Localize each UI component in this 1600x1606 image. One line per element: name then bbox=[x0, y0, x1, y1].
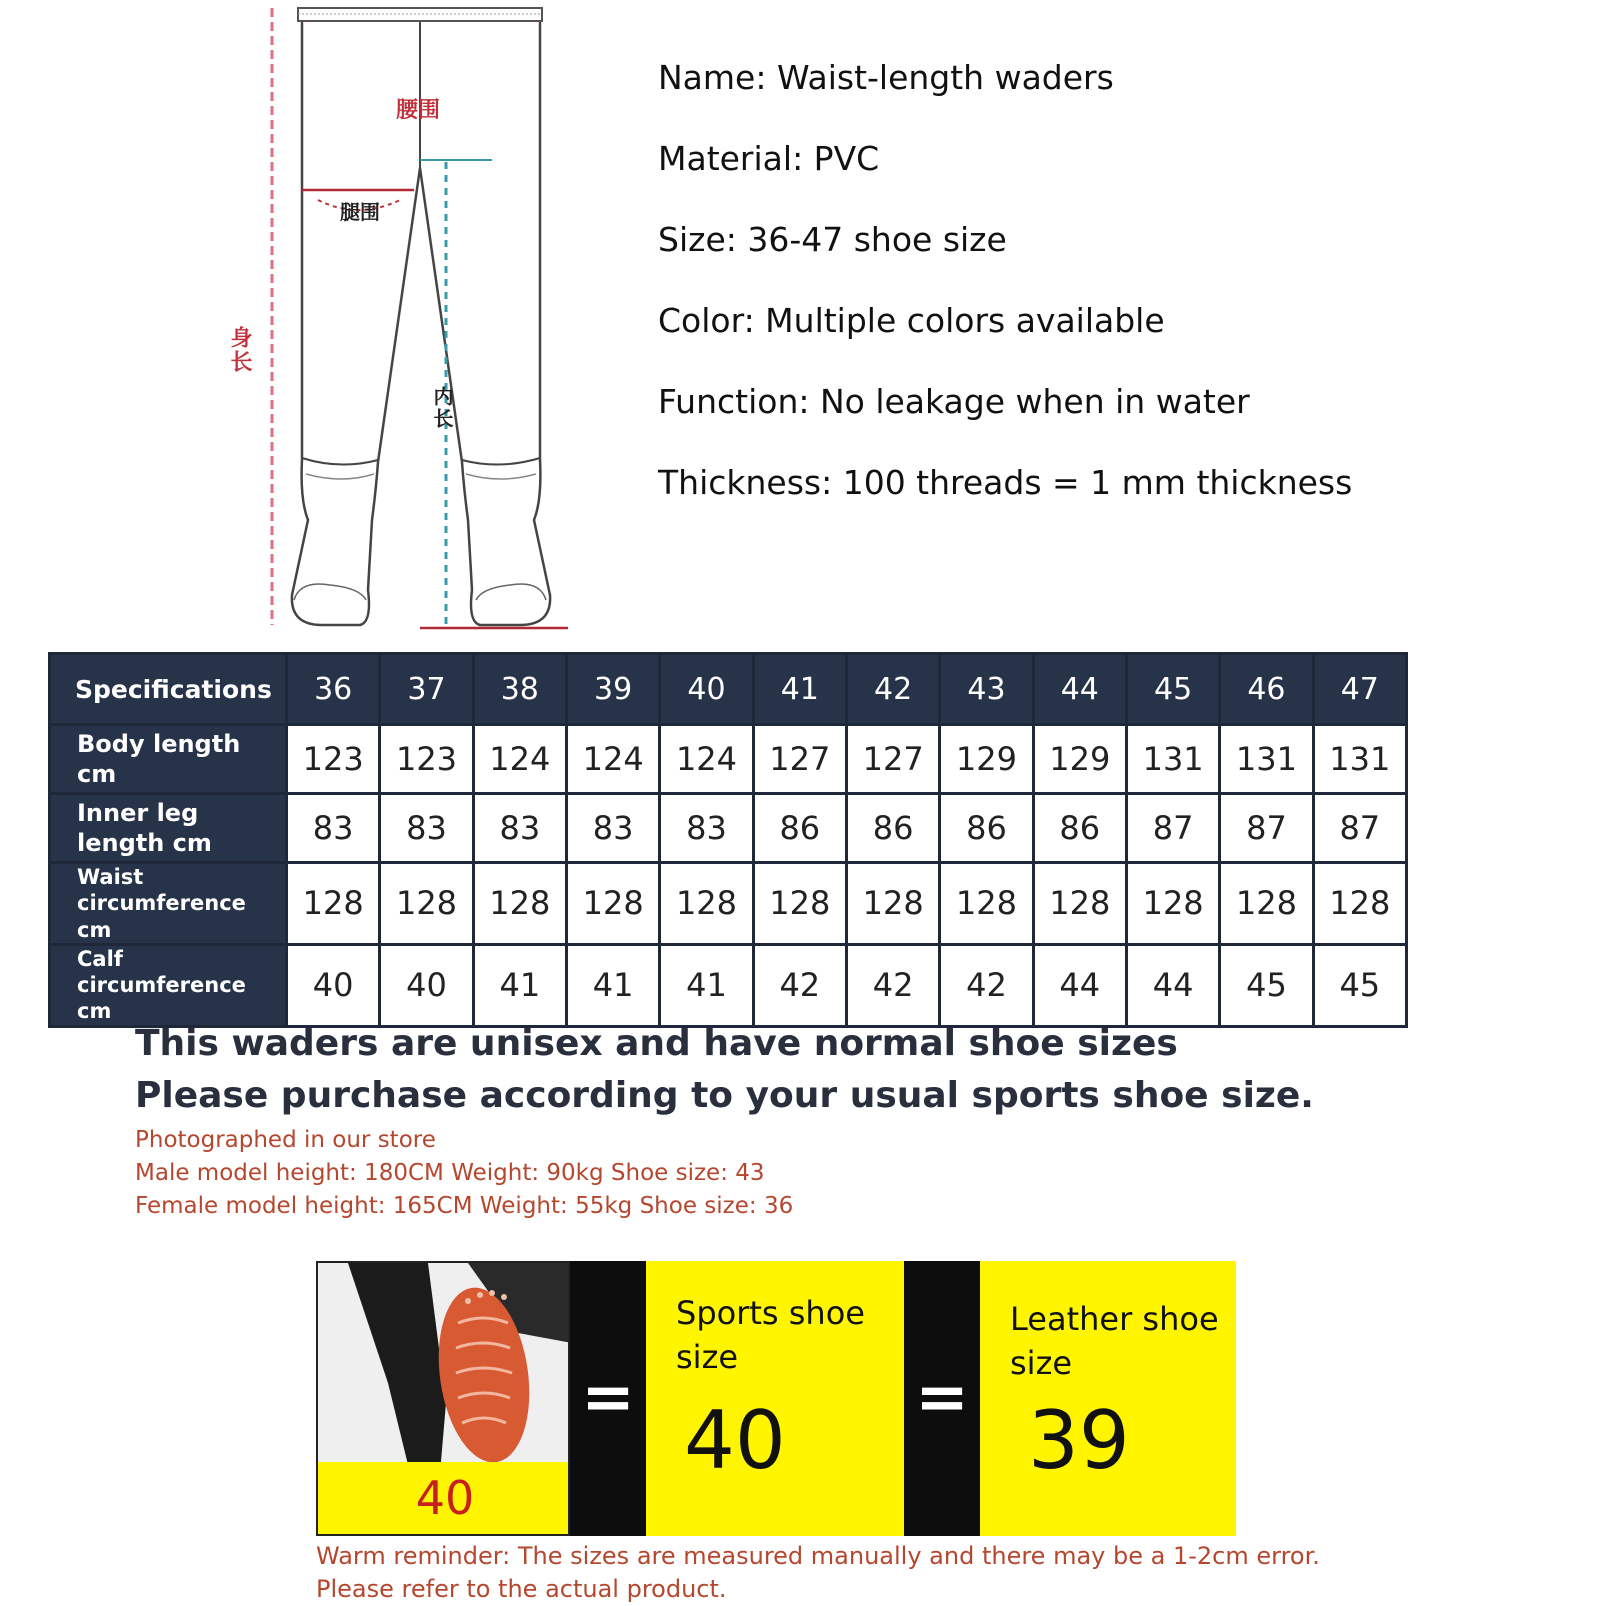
table-cell: 129 bbox=[1033, 725, 1126, 794]
thigh-circumference-label: 腿围 bbox=[340, 200, 380, 224]
size-notes bbox=[135, 1018, 1535, 1223]
table-cell: 128 bbox=[473, 863, 566, 945]
table-cell: 86 bbox=[753, 794, 846, 863]
boot-size-label: 40 bbox=[318, 1462, 570, 1534]
size-header: 46 bbox=[1220, 654, 1313, 725]
table-cell: 131 bbox=[1126, 725, 1219, 794]
female-model-info: Female model height: 165CM Weight: 55kg Shoe size: 36 bbox=[135, 1193, 794, 1219]
equals-sign-1: = bbox=[581, 1361, 635, 1435]
boot-sole-image bbox=[318, 1263, 570, 1473]
table-cell: 131 bbox=[1220, 725, 1313, 794]
table-cell: 44 bbox=[1033, 944, 1126, 1026]
table-row bbox=[50, 944, 1407, 1026]
size-header: 45 bbox=[1126, 654, 1219, 725]
photo-note: Photographed in our store bbox=[135, 1127, 436, 1153]
table-row bbox=[50, 863, 1407, 945]
table-cell: 41 bbox=[566, 944, 659, 1026]
table-cell: 42 bbox=[846, 944, 939, 1026]
table-cell: 83 bbox=[380, 794, 473, 863]
table-cell: 124 bbox=[473, 725, 566, 794]
table-cell: 86 bbox=[846, 794, 939, 863]
shoe-size-comparison bbox=[316, 1261, 1236, 1536]
table-cell: 124 bbox=[660, 725, 753, 794]
table-cell: 128 bbox=[1126, 863, 1219, 945]
leather-shoe-label-1: Leather shoe bbox=[1010, 1300, 1219, 1338]
table-cell: 87 bbox=[1313, 794, 1406, 863]
size-header: 41 bbox=[753, 654, 846, 725]
inner-length-label: 内长 bbox=[430, 386, 454, 430]
warm-reminder-line-2: Please refer to the actual product. bbox=[316, 1575, 727, 1603]
table-cell: 128 bbox=[287, 863, 380, 945]
purchase-advice: Please purchase according to your usual sports shoe size. bbox=[135, 1075, 1314, 1116]
size-header: 44 bbox=[1033, 654, 1126, 725]
row-label-calf-circumference: Calf circumference cm bbox=[50, 944, 287, 1026]
spec-size: Size: 36-47 shoe size bbox=[658, 220, 1007, 259]
spec-thickness: Thickness: 100 threads = 1 mm thickness bbox=[658, 463, 1353, 502]
size-header: 43 bbox=[940, 654, 1033, 725]
table-cell: 45 bbox=[1220, 944, 1313, 1026]
size-header: 47 bbox=[1313, 654, 1406, 725]
leather-shoe-label-2: size bbox=[1010, 1344, 1073, 1382]
table-cell: 123 bbox=[380, 725, 473, 794]
boot-sole-photo bbox=[316, 1261, 570, 1536]
warm-reminder bbox=[316, 1540, 1516, 1606]
table-corner-label: Specifications bbox=[50, 654, 287, 725]
waders-drawing bbox=[0, 0, 620, 640]
table-cell: 128 bbox=[753, 863, 846, 945]
size-header: 37 bbox=[380, 654, 473, 725]
table-cell: 128 bbox=[940, 863, 1033, 945]
spec-name: Name: Waist-length waders bbox=[658, 58, 1114, 97]
table-cell: 127 bbox=[753, 725, 846, 794]
table-cell: 41 bbox=[473, 944, 566, 1026]
table-cell: 87 bbox=[1220, 794, 1313, 863]
table-cell: 128 bbox=[1033, 863, 1126, 945]
table-row bbox=[50, 725, 1407, 794]
table-cell: 131 bbox=[1313, 725, 1406, 794]
table-header-row bbox=[50, 654, 1407, 725]
waders-diagram bbox=[0, 0, 620, 640]
warm-reminder-line-1: Warm reminder: The sizes are measured manually and there may be a 1-2cm error. bbox=[316, 1542, 1320, 1570]
table-cell: 123 bbox=[287, 725, 380, 794]
spec-function: Function: No leakage when in water bbox=[658, 382, 1250, 421]
table-cell: 83 bbox=[566, 794, 659, 863]
product-specs bbox=[658, 52, 1558, 538]
sports-shoe-label-1: Sports shoe bbox=[676, 1294, 865, 1332]
table-cell: 86 bbox=[1033, 794, 1126, 863]
waist-circumference-label: 腰围 bbox=[396, 98, 441, 123]
row-label-inner-leg-length: Inner leg length cm bbox=[50, 794, 287, 863]
table-cell: 41 bbox=[660, 944, 753, 1026]
size-header: 36 bbox=[287, 654, 380, 725]
table-cell: 87 bbox=[1126, 794, 1219, 863]
table-cell: 40 bbox=[287, 944, 380, 1026]
row-label-waist-circumference: Waist circumference cm bbox=[50, 863, 287, 945]
size-header: 42 bbox=[846, 654, 939, 725]
table-row bbox=[50, 794, 1407, 863]
unisex-note: This waders are unisex and have normal shoe sizes bbox=[135, 1023, 1178, 1064]
sports-shoe-label-2: size bbox=[676, 1338, 739, 1376]
spec-color: Color: Multiple colors available bbox=[658, 301, 1165, 340]
spec-material: Material: PVC bbox=[658, 139, 880, 178]
table-cell: 83 bbox=[287, 794, 380, 863]
size-header: 38 bbox=[473, 654, 566, 725]
size-header: 39 bbox=[566, 654, 659, 725]
table-cell: 86 bbox=[940, 794, 1033, 863]
equals-sign-2: = bbox=[915, 1361, 969, 1435]
sports-shoe-panel bbox=[646, 1261, 904, 1536]
table-cell: 128 bbox=[846, 863, 939, 945]
table-cell: 124 bbox=[566, 725, 659, 794]
table-cell: 128 bbox=[380, 863, 473, 945]
size-chart-table bbox=[48, 652, 1408, 1028]
table-cell: 129 bbox=[940, 725, 1033, 794]
table-cell: 83 bbox=[473, 794, 566, 863]
table-cell: 40 bbox=[380, 944, 473, 1026]
leather-shoe-panel bbox=[980, 1261, 1236, 1536]
table-cell: 128 bbox=[660, 863, 753, 945]
body-length-label: 身长 bbox=[227, 326, 252, 374]
table-cell: 128 bbox=[1220, 863, 1313, 945]
table-cell: 45 bbox=[1313, 944, 1406, 1026]
table-cell: 128 bbox=[1313, 863, 1406, 945]
table-cell: 44 bbox=[1126, 944, 1219, 1026]
size-header: 40 bbox=[660, 654, 753, 725]
table-cell: 83 bbox=[660, 794, 753, 863]
table-cell: 128 bbox=[566, 863, 659, 945]
table-cell: 42 bbox=[940, 944, 1033, 1026]
leather-shoe-size: 39 bbox=[1028, 1394, 1130, 1487]
table-cell: 127 bbox=[846, 725, 939, 794]
table-cell: 42 bbox=[753, 944, 846, 1026]
row-label-body-length: Body length cm bbox=[50, 725, 287, 794]
sports-shoe-size: 40 bbox=[684, 1394, 786, 1487]
male-model-info: Male model height: 180CM Weight: 90kg Shoe size: 43 bbox=[135, 1160, 765, 1186]
